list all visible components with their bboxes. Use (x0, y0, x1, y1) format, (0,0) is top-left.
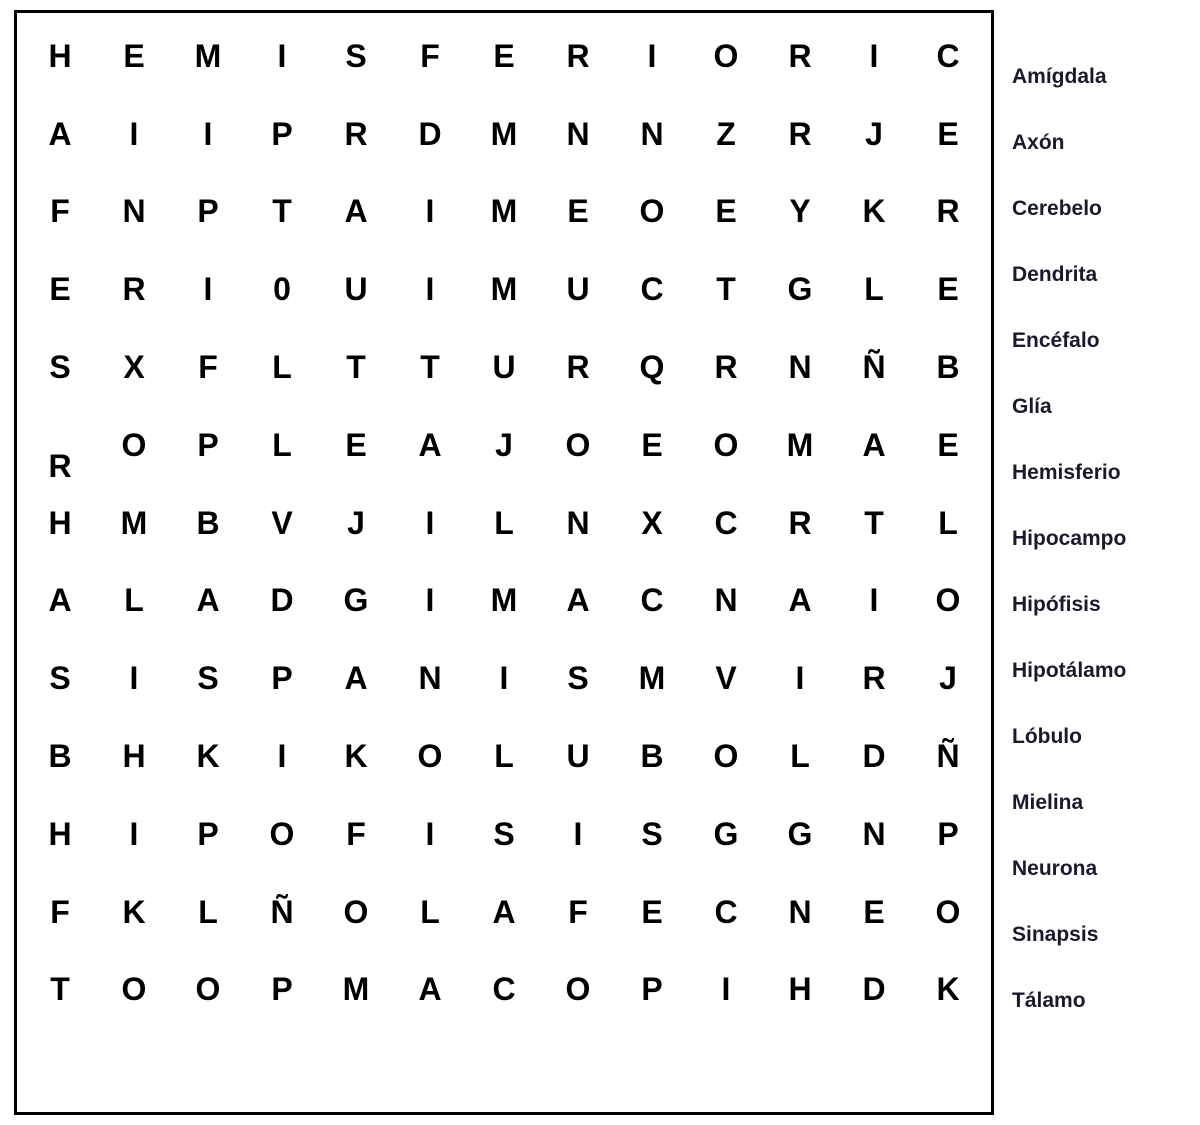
grid-letter[interactable]: I (277, 37, 287, 74)
grid-letter[interactable]: R (48, 447, 72, 484)
grid-letter[interactable]: P (641, 971, 663, 1008)
grid-letter[interactable]: U (492, 349, 516, 386)
grid-letter[interactable]: E (715, 193, 737, 230)
grid-letter[interactable]: J (495, 426, 513, 463)
grid-letter[interactable]: S (49, 349, 71, 386)
grid-letter[interactable]: A (492, 893, 516, 930)
grid-letter[interactable]: L (494, 504, 514, 541)
grid-letter[interactable]: I (425, 271, 435, 308)
grid-letter[interactable]: L (124, 582, 144, 619)
word-list-item[interactable]: Tálamo (1012, 989, 1086, 1012)
grid-letter[interactable]: A (48, 582, 72, 619)
grid-letter[interactable]: J (865, 115, 883, 152)
word-list (1012, 44, 1198, 1084)
grid-letter[interactable]: R (788, 115, 812, 152)
grid-letter[interactable]: O (269, 815, 295, 852)
grid-letter[interactable]: O (935, 582, 961, 619)
grid-letter[interactable]: A (862, 426, 886, 463)
grid-letter[interactable]: I (795, 660, 805, 697)
grid-letter[interactable]: A (344, 660, 368, 697)
grid-letter[interactable]: R (788, 37, 812, 74)
grid-letter[interactable]: Ñ (862, 349, 886, 386)
grid-letter[interactable]: O (343, 893, 369, 930)
grid-letter[interactable]: H (48, 37, 72, 74)
grid-letter[interactable]: O (639, 193, 665, 230)
grid-letter[interactable]: C (640, 271, 664, 308)
word-list-item[interactable]: Hipocampo (1012, 527, 1127, 550)
grid-letter[interactable]: G (343, 582, 369, 619)
word-list-item[interactable]: Encéfalo (1012, 329, 1100, 352)
grid-letter[interactable]: I (869, 582, 879, 619)
grid-letter[interactable]: O (713, 37, 739, 74)
grid-letter[interactable]: T (864, 504, 884, 541)
grid-letter[interactable]: I (573, 815, 583, 852)
grid-letter[interactable]: V (715, 660, 737, 697)
grid-letter[interactable]: L (938, 504, 958, 541)
grid-letter[interactable]: I (129, 115, 139, 152)
grid-letter[interactable]: T (420, 349, 440, 386)
grid-letter[interactable]: I (425, 504, 435, 541)
grid-letter[interactable]: B (640, 737, 664, 774)
grid-letter[interactable]: I (203, 271, 213, 308)
grid-letter[interactable]: I (203, 115, 213, 152)
grid-letter[interactable]: P (271, 660, 293, 697)
grid-letter[interactable]: N (862, 815, 886, 852)
word-list-item[interactable]: Hipotálamo (1012, 659, 1127, 682)
grid-letter[interactable]: B (48, 737, 72, 774)
grid-letter[interactable]: F (50, 193, 70, 230)
grid-letter[interactable]: A (196, 582, 220, 619)
word-list-item[interactable]: Dendrita (1012, 263, 1098, 286)
grid-letter[interactable]: L (198, 893, 218, 930)
grid-letter[interactable]: R (936, 193, 960, 230)
grid-letter[interactable]: X (123, 349, 145, 386)
grid-letter[interactable]: F (568, 893, 588, 930)
word-list-item[interactable]: Amígdala (1012, 65, 1107, 88)
grid-letter[interactable]: B (196, 504, 220, 541)
grid-letter[interactable]: E (345, 426, 367, 463)
grid-letter[interactable]: N (566, 504, 590, 541)
grid-letter[interactable]: Z (716, 115, 736, 152)
grid-letter[interactable]: P (197, 193, 219, 230)
grid-letter[interactable]: D (270, 582, 294, 619)
grid-letter[interactable]: O (121, 426, 147, 463)
grid-letter[interactable]: F (50, 893, 70, 930)
puzzle-grid-container (14, 10, 994, 1115)
grid-letter[interactable]: Ñ (936, 737, 960, 774)
grid-letter[interactable]: C (492, 971, 516, 1008)
grid-letter[interactable]: U (566, 737, 590, 774)
grid-letter[interactable]: J (347, 504, 365, 541)
grid-letter[interactable]: L (272, 349, 292, 386)
grid-letter[interactable]: C (936, 37, 960, 74)
grid-letter[interactable]: F (346, 815, 366, 852)
grid-letter[interactable]: X (641, 504, 663, 541)
grid-letter[interactable]: E (641, 893, 663, 930)
grid-letter[interactable]: R (566, 37, 590, 74)
grid-letter[interactable]: I (869, 37, 879, 74)
grid-letter[interactable]: E (641, 426, 663, 463)
grid-letter[interactable]: M (342, 971, 370, 1008)
grid-letter[interactable]: E (863, 893, 885, 930)
grid-letter[interactable]: A (566, 582, 590, 619)
grid-letter[interactable]: T (50, 971, 70, 1008)
grid-letter[interactable]: T (716, 271, 736, 308)
grid-letter[interactable]: U (566, 271, 590, 308)
grid-letter[interactable]: C (640, 582, 664, 619)
grid-letter[interactable]: G (713, 815, 739, 852)
grid-letter[interactable]: A (418, 426, 442, 463)
grid-letter[interactable]: R (788, 504, 812, 541)
grid-letter[interactable]: L (420, 893, 440, 930)
grid-letter[interactable]: J (939, 660, 957, 697)
word-list-item[interactable]: Hipófisis (1012, 593, 1101, 616)
grid-letter[interactable]: F (198, 349, 218, 386)
grid-letter[interactable]: N (714, 582, 738, 619)
grid-letter[interactable]: G (787, 815, 813, 852)
grid-letter[interactable]: I (425, 193, 435, 230)
grid-letter[interactable]: F (420, 37, 440, 74)
word-list-item[interactable]: Sinapsis (1012, 923, 1099, 946)
grid-letter[interactable]: O (565, 971, 591, 1008)
grid-letter[interactable]: C (714, 504, 738, 541)
word-list-item[interactable]: Axón (1012, 131, 1065, 154)
grid-letter[interactable]: U (344, 271, 368, 308)
grid-letter[interactable]: Y (789, 193, 811, 230)
grid-letter[interactable]: E (937, 426, 959, 463)
word-list-item[interactable]: Mielina (1012, 791, 1084, 814)
grid-letter[interactable]: I (277, 737, 287, 774)
grid-letter[interactable]: D (862, 737, 886, 774)
grid-letter[interactable]: O (935, 893, 961, 930)
grid-letter[interactable]: M (638, 660, 666, 697)
word-list-item[interactable]: Neurona (1012, 857, 1098, 880)
grid-letter[interactable]: I (425, 582, 435, 619)
grid-letter[interactable]: E (493, 37, 515, 74)
grid-letter[interactable]: S (49, 660, 71, 697)
grid-letter[interactable]: K (936, 971, 960, 1008)
grid-letter[interactable]: P (271, 971, 293, 1008)
grid-letter[interactable]: H (788, 971, 812, 1008)
grid-letter[interactable]: M (786, 426, 814, 463)
grid-letter[interactable]: A (418, 971, 442, 1008)
grid-letter[interactable]: O (713, 737, 739, 774)
grid-letter[interactable]: H (122, 737, 146, 774)
grid-letter[interactable]: T (346, 349, 366, 386)
grid-letter[interactable]: N (788, 893, 812, 930)
grid-letter[interactable]: N (788, 349, 812, 386)
grid-letter[interactable]: K (862, 193, 886, 230)
grid-letter[interactable]: O (195, 971, 221, 1008)
grid-letter[interactable]: P (937, 815, 959, 852)
grid-letter[interactable]: N (640, 115, 664, 152)
grid-letter[interactable]: I (425, 815, 435, 852)
grid-letter[interactable]: I (499, 660, 509, 697)
grid-letter[interactable]: L (864, 271, 884, 308)
grid-letter[interactable]: O (121, 971, 147, 1008)
grid-letter[interactable]: S (641, 815, 663, 852)
grid-letter[interactable]: A (788, 582, 812, 619)
grid-letter[interactable]: S (493, 815, 515, 852)
grid-letter[interactable]: S (567, 660, 589, 697)
grid-letter[interactable]: O (417, 737, 443, 774)
grid-letter[interactable]: R (714, 349, 738, 386)
grid-letter[interactable]: P (197, 815, 219, 852)
grid-letter[interactable]: K (122, 893, 146, 930)
letter-grid (17, 13, 991, 1112)
grid-letter[interactable]: S (345, 37, 367, 74)
grid-letter[interactable]: K (344, 737, 368, 774)
grid-letter[interactable]: E (49, 271, 71, 308)
grid-letter[interactable]: E (123, 37, 145, 74)
grid-letter[interactable]: P (271, 115, 293, 152)
grid-letter[interactable]: H (48, 815, 72, 852)
grid-letter[interactable]: 0 (273, 271, 291, 308)
grid-letter[interactable]: M (490, 115, 518, 152)
word-list-item[interactable]: Glía (1012, 395, 1052, 418)
grid-letter[interactable]: O (713, 426, 739, 463)
grid-letter[interactable]: T (272, 193, 292, 230)
word-list-item[interactable]: Cerebelo (1012, 197, 1102, 220)
grid-letter[interactable]: B (936, 349, 960, 386)
grid-letter[interactable]: V (271, 504, 293, 541)
grid-letter[interactable]: I (129, 660, 139, 697)
grid-letter[interactable]: R (862, 660, 886, 697)
grid-letter[interactable]: D (862, 971, 886, 1008)
grid-letter[interactable]: Q (639, 349, 665, 386)
grid-letter[interactable]: M (490, 193, 518, 230)
word-list-item[interactable]: Lóbulo (1012, 725, 1082, 748)
grid-letter[interactable]: L (272, 426, 292, 463)
grid-letter[interactable]: R (122, 271, 146, 308)
grid-letter[interactable]: N (122, 193, 146, 230)
grid-letter[interactable]: E (937, 115, 959, 152)
grid-letter[interactable]: G (787, 271, 813, 308)
grid-letter[interactable]: Ñ (270, 893, 294, 930)
grid-letter[interactable]: C (714, 893, 738, 930)
grid-letter[interactable]: A (48, 115, 72, 152)
grid-letter[interactable]: M (490, 582, 518, 619)
grid-letter[interactable]: L (790, 737, 810, 774)
grid-letter[interactable]: E (567, 193, 589, 230)
grid-letter[interactable]: S (197, 660, 219, 697)
grid-letter[interactable]: M (194, 37, 222, 74)
grid-letter[interactable]: R (566, 349, 590, 386)
grid-letter[interactable]: D (418, 115, 442, 152)
grid-letter[interactable]: H (48, 504, 72, 541)
grid-letter[interactable]: I (647, 37, 657, 74)
grid-letter[interactable]: M (490, 271, 518, 308)
grid-letter[interactable]: M (120, 504, 148, 541)
grid-letter[interactable]: K (196, 737, 220, 774)
grid-letter[interactable]: R (344, 115, 368, 152)
grid-letter[interactable]: L (494, 737, 514, 774)
grid-letter[interactable]: I (129, 815, 139, 852)
grid-letter[interactable]: O (565, 426, 591, 463)
grid-letter[interactable]: N (566, 115, 590, 152)
word-list-item[interactable]: Hemisferio (1012, 461, 1121, 484)
grid-letter[interactable]: I (721, 971, 731, 1008)
grid-letter[interactable]: E (937, 271, 959, 308)
grid-letter[interactable]: A (344, 193, 368, 230)
grid-letter[interactable]: N (418, 660, 442, 697)
grid-letter[interactable]: P (197, 426, 219, 463)
